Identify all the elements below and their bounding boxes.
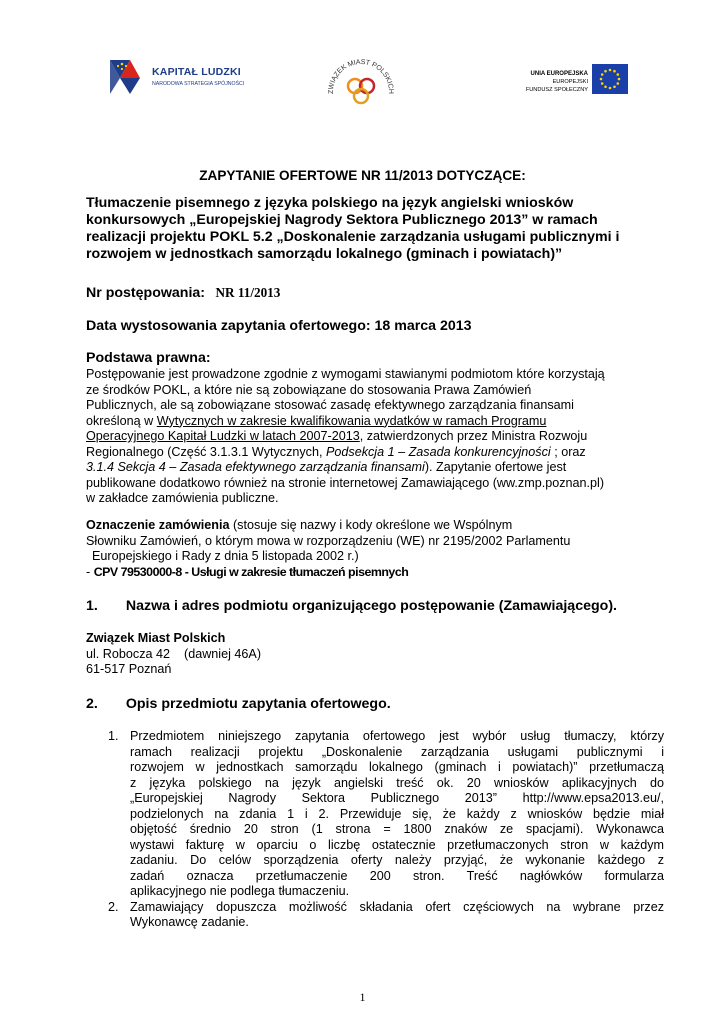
subject-line: realizacji projektu POKL 5.2 „Doskonalenie zarządzania usługami publicznymi i [86, 229, 620, 245]
list-item [108, 729, 664, 900]
legal-basis [86, 350, 638, 507]
list-item-line: wystawi fakturę w oparciu o liczbę ostatecznie przetłumaczonych stron w każdym [130, 837, 664, 852]
eu-line-3: FUNDUSZ SPOŁECZNY [525, 87, 588, 93]
eu-flag-icon [592, 64, 628, 94]
organizer-street: ul. Robocza 42 (dawniej 46A) [86, 646, 262, 661]
guidelines-link-cont[interactable]: Operacyjnego Kapitał Ludzki w latach 2007-2013 [86, 429, 360, 443]
list-item [108, 900, 664, 931]
list-item-line: Zamawiający dopuszcza możliwość składania ofert częściowych na wybrane przez [130, 899, 664, 914]
section-2-list [108, 729, 664, 931]
issue-date-text: Data wystosowania zapytania ofertowego: 18 marca 2013 [86, 318, 472, 334]
list-item-line: ramach realizacji projektu „Doskonalenie zarządzania usługami publicznymi i [130, 744, 664, 759]
legal-basis-line: określoną w Wytycznych w zakresie kwalifikowania wydatków w ramach Programu [86, 413, 547, 428]
list-item-line: „Europejskiej Nagrody Sektora Publicznego 2013” http://www.epsa2013.eu/, [130, 791, 664, 805]
legal-basis-heading: Podstawa prawna: [86, 350, 211, 366]
list-item-number: 2. [108, 899, 119, 914]
page-number: 1 [359, 990, 366, 1004]
eu-line-1: UNIA EUROPEJSKA [530, 71, 588, 77]
legal-basis-line: publikowane dodatkowo również na stronie internetowej Zamawiającego (ww.zmp.poznan.pl) [86, 475, 605, 490]
organizer-address [86, 631, 261, 678]
order-designation-line: Słowniku Zamówień, o którym mowa w rozporządzeniu (WE) nr 2195/2002 Parlamentu [86, 533, 571, 548]
section-1-number: 1. [86, 598, 98, 614]
legal-basis-line: Regionalnego (Część 3.1.3.1 Wytycznych, Podsekcja 1 – Zasada konkurencyjności ; oraz [86, 444, 586, 459]
legal-basis-line: ze środków POKL, a które nie są zobowiązane do stosowania Prawa Zamówień [86, 382, 532, 397]
subject-line: Tłumaczenie pisemnego z języka polskiego na język angielski wniosków [86, 195, 574, 211]
order-designation-line: Europejskiego i Rady z dnia 5 listopada 2002 r.) [92, 549, 359, 563]
order-designation-label: Oznaczenie zamówienia [86, 518, 230, 532]
list-item-line: rozwojem w jednostkach samorządu lokalnego (gminach i powiatach)” przetłumaczą [130, 760, 664, 774]
organizer-name: Związek Miast Polskich [86, 631, 226, 645]
eu-text [526, 70, 588, 94]
list-item-line: podzielonych na zdania 1 i 2. Przewiduje się, że każdy z wniosków będzie miał [130, 806, 664, 821]
list-item-number: 1. [108, 729, 119, 743]
section-2-heading [86, 696, 391, 713]
proceeding-label: Nr postępowania: [86, 285, 206, 301]
legal-basis-line: Publicznych, ale są zobowiązane stosować zasadę efektywnego zarządzania finansami [86, 398, 574, 412]
section-2-title: Opis przedmiotu zapytania ofertowego. [125, 696, 391, 712]
proceeding-value: NR 11/2013 [215, 285, 281, 300]
kapital-ludzki-subtitle: NARODOWA STRATEGIA SPÓJNOŚCI [152, 81, 245, 87]
order-designation: Oznaczenie zamówienia (stosuje się nazwy i kody określone we Wspólnym Słowniku Zamówień, o którym mowa w rozporządzeniu (WE) nr 2195/2002 Parlamentu Europejskiego i Rady z dnia 5 listopada 2002 r.) - CPV 79530000-8 - Usługi w zakresie tłumaczeń pisemnych [86, 518, 571, 579]
document-title: ZAPYTANIE OFERTOWE NR 11/2013 DOTYCZĄCE: [199, 168, 526, 183]
section-1-title: Nazwa i adres podmiotu organizującego postępowanie (Zamawiającego). [125, 598, 617, 614]
list-item-line: Przedmiotem niniejszego zapytania ofertowego jest wybór usług tłumaczy, którzy [130, 729, 664, 743]
guidelines-link[interactable]: Wytycznych w zakresie kwalifikowania wydatków w ramach Programu [156, 413, 547, 428]
zmp-logo [325, 52, 397, 124]
kapital-ludzki-title: KAPITAŁ LUDZKI [152, 66, 241, 78]
list-item-line: z języka polskiego na język angielski treść ok. 20 wniosków aplikacyjnych do [130, 775, 664, 790]
section-2-number: 2. [86, 696, 98, 712]
cpv-code: CPV 79530000-8 - Usługi w zakresie tłumaczeń pisemnych [93, 564, 409, 579]
section-1-heading [86, 598, 617, 615]
legal-basis-line: Postępowanie jest prowadzone zgodnie z wymogami stawianymi podmiotom które korzystają [86, 367, 605, 381]
eu-line-2: EUROPEJSKI [552, 79, 588, 85]
proceeding-number [86, 285, 280, 302]
zmp-arc-text-top: ZWIĄZEK MIAST POLSKICH [327, 58, 395, 95]
issue-date [86, 318, 472, 335]
subject-block [86, 195, 638, 263]
subject-line: konkursowych „Europejskiej Nagrody Sektora Publicznego 2013” w ramach [86, 212, 598, 228]
organizer-city: 61-517 Poznań [86, 662, 172, 676]
eu-logo [510, 64, 628, 112]
list-item-line: Wykonawcę zadanie. [130, 915, 249, 929]
legal-basis-line: w zakładce zamówienia publiczne. [86, 491, 279, 505]
legal-basis-line: 3.1.4 Sekcja 4 – Zasada efektywnego zarządzania finansami). Zapytanie ofertowe jest [86, 460, 567, 474]
list-item-line: zadaniu. Do celów sporządzenia oferty należy przyjąć, że wykonanie każdego z [130, 853, 664, 867]
kapital-ludzki-emblem-icon [106, 56, 144, 96]
list-item-line: aplikacyjnego nie podlega tłumaczeniu. [130, 884, 350, 898]
legal-basis-line: Operacyjnego Kapitał Ludzki w latach 2007-2013, zatwierdzonych przez Ministra Rozwoju [86, 429, 588, 443]
subject-line: rozwojem w jednostkach samorządu lokalnego (gminach i powiatach)” [86, 246, 563, 262]
kapital-ludzki-logo [106, 56, 256, 98]
list-item-line: zadań oznacza przetłumaczenie 200 stron. Treść nagłówków formularza [130, 868, 664, 883]
list-item-line: objętość średnio 20 stron (1 strona = 1800 znaków ze spacjami). Wykonawca [130, 822, 664, 836]
